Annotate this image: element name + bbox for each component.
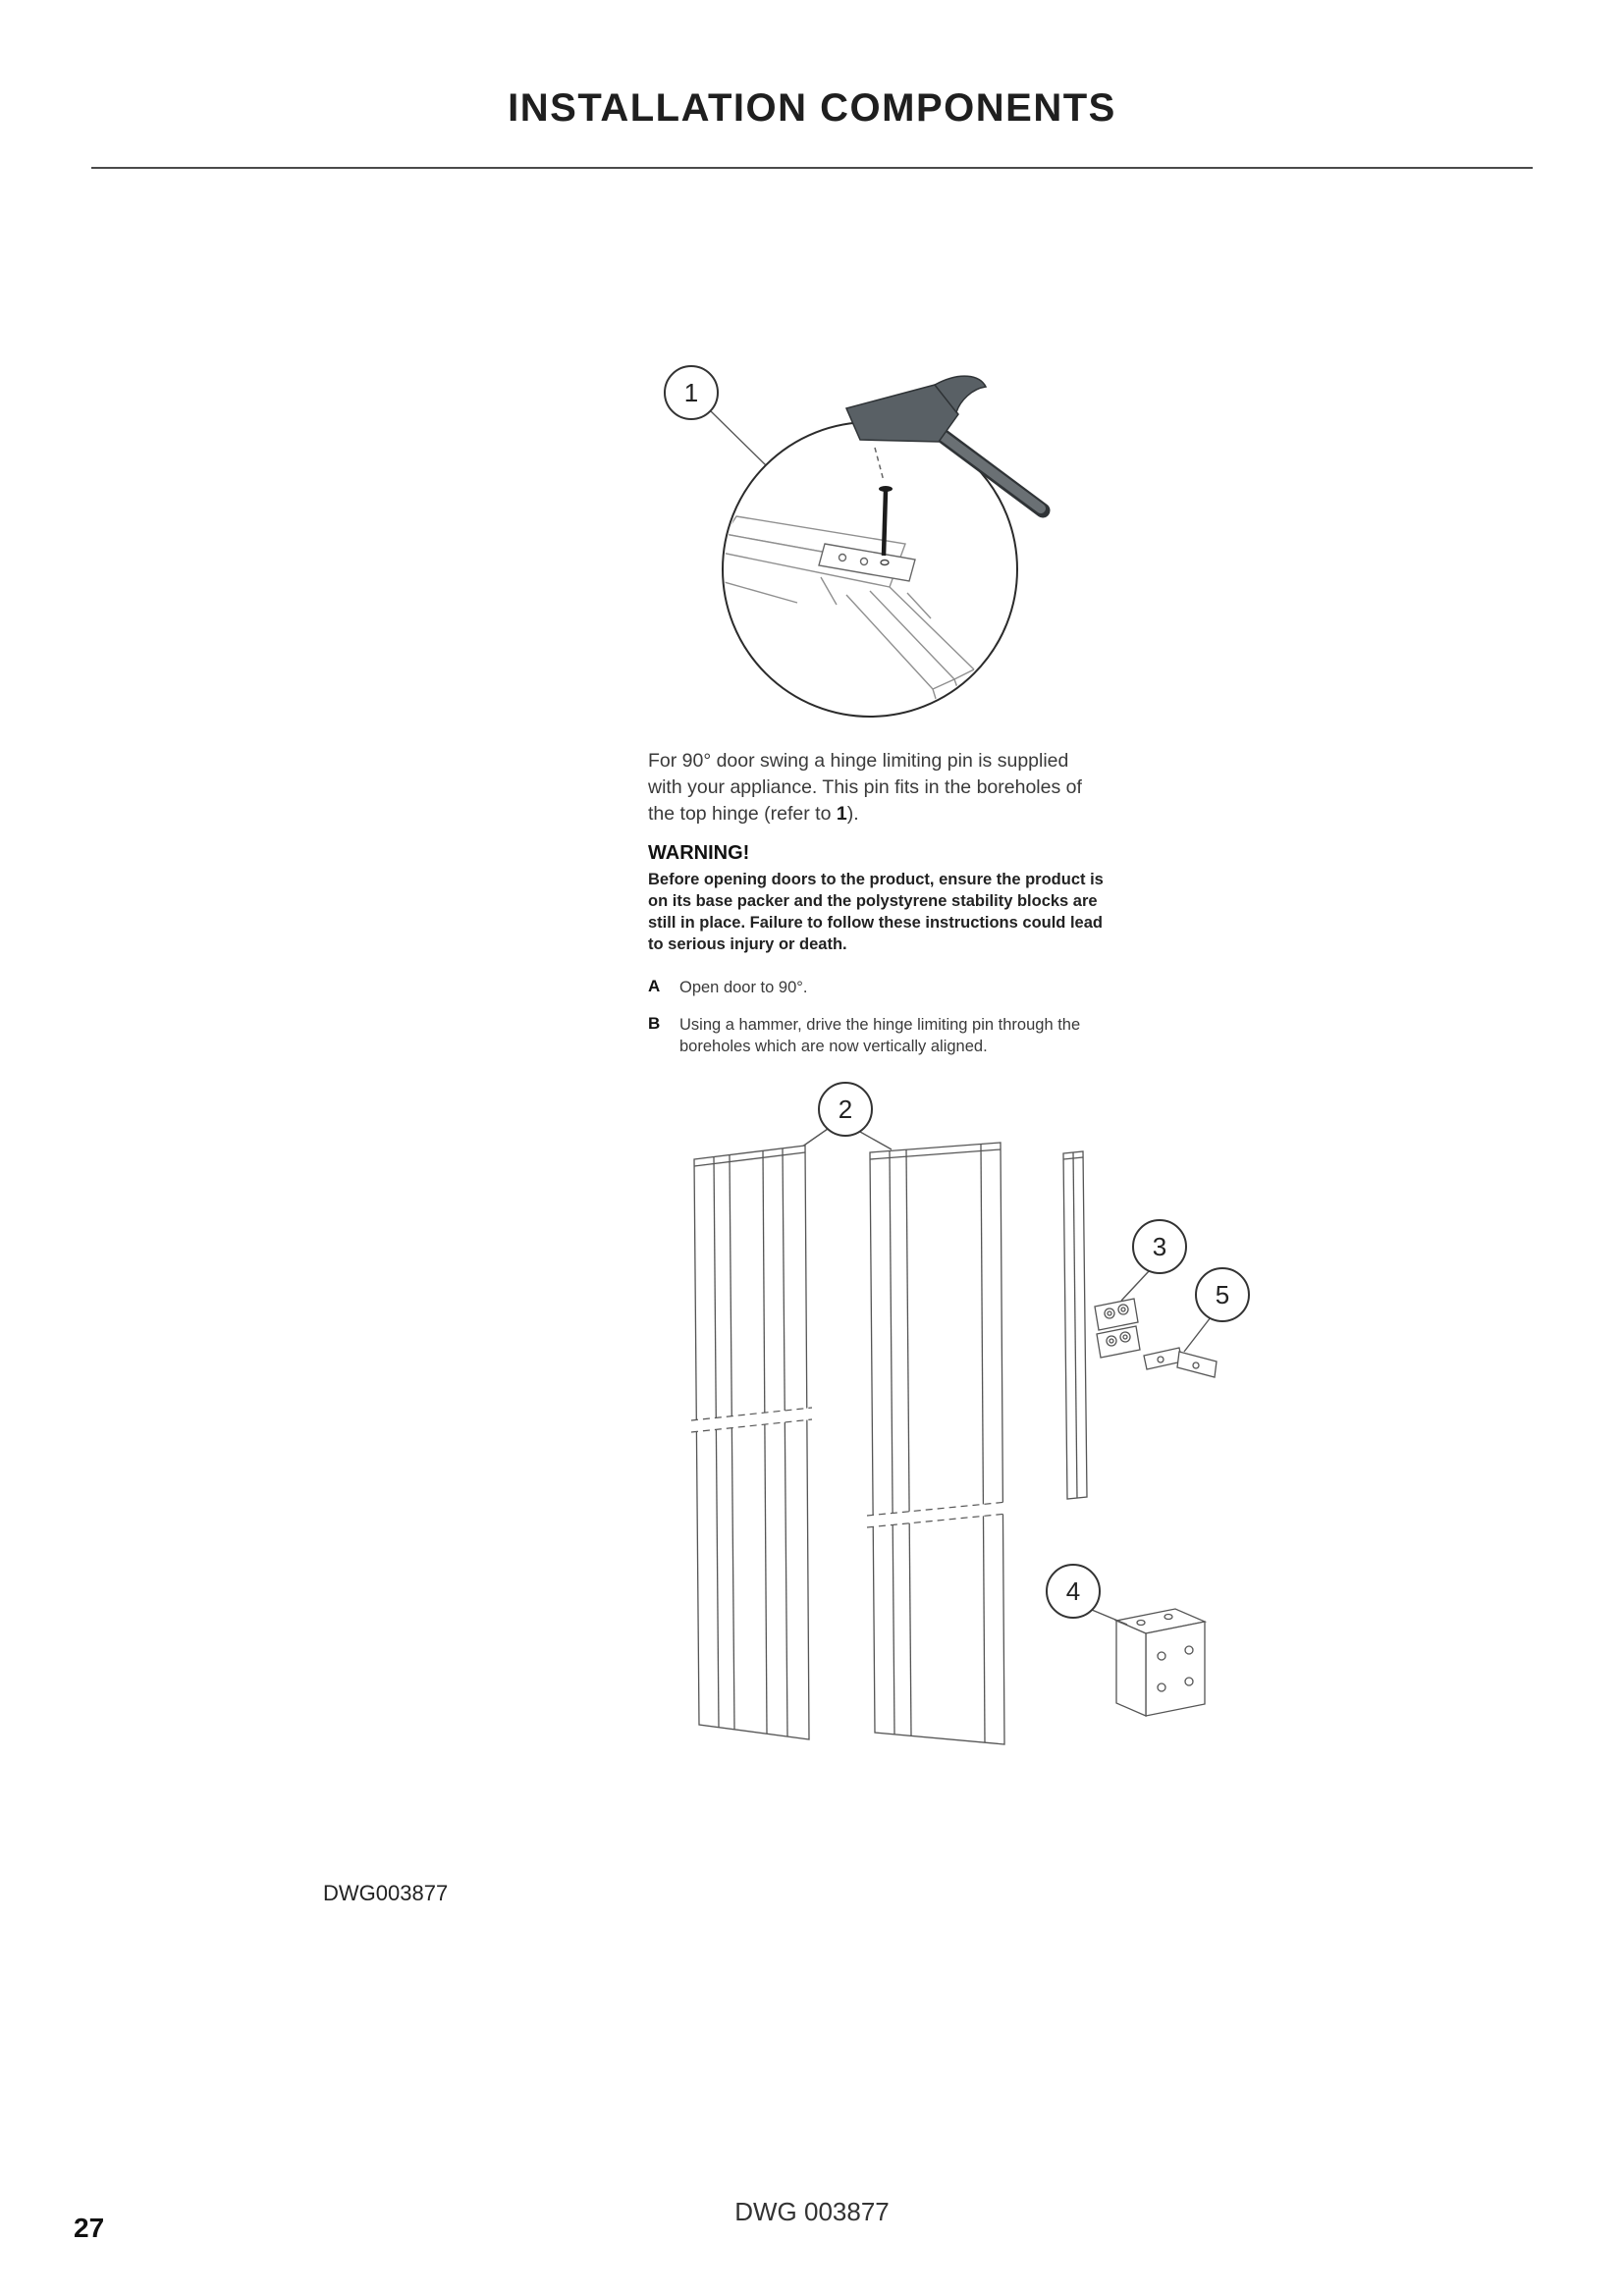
intro-text-end: ). [846,803,859,825]
step-a-letter: A [648,977,661,995]
step-list [648,977,1105,1057]
step-b-text: Using a hammer, drive the hinge limiting pin through the boreholes which are now vertically aligned. [679,1016,1081,1055]
drawing-number-side: DWG003877 [323,1881,449,1905]
trim-panel-right [870,1143,1004,1744]
callout-3-label: 3 [1152,1232,1167,1261]
side-strip [1063,1151,1087,1499]
step-a [648,977,1105,998]
callout-3 [1133,1220,1186,1273]
intro-paragraph [648,748,1105,828]
step-b-letter: B [648,1014,661,1033]
l-bracket [1116,1609,1205,1716]
callout-2-leader-right [860,1132,892,1149]
callout-1-leader [710,410,766,465]
page-title: INSTALLATION COMPONENTS [508,86,1116,130]
page-number: 27 [74,2213,105,2243]
callout-4-leader [1092,1610,1127,1625]
components-exploded-diagram [648,1075,1296,1782]
callout-2 [819,1083,872,1136]
flat-bracket [1144,1348,1217,1377]
callout-1 [665,366,718,419]
step-a-text: Open door to 90°. [679,979,808,996]
title-divider [91,167,1533,169]
warning-heading: WARNING! [648,842,750,864]
intro-callout-ref: 1 [836,803,847,825]
hinge-pin-illustration [589,324,1178,785]
callout-3-leader [1121,1271,1149,1301]
drawing-number-footer: DWG 003877 [734,2197,890,2226]
callout-1-label: 1 [683,378,699,407]
callout-5-leader [1184,1317,1211,1352]
callout-5-label: 5 [1215,1280,1230,1309]
callout-4 [1047,1565,1100,1618]
trim-panel-left [694,1146,809,1739]
callout-2-label: 2 [838,1095,853,1124]
intro-text: For 90° door swing a hinge limiting pin is supplied with your appliance. This pin fits in the boreholes of the top hinge (refer to [648,750,1082,825]
callout-5 [1196,1268,1249,1321]
hinge-blocks [1095,1299,1140,1358]
warning-body: Before opening doors to the product, ensure the product is on its base packer and the polystyrene stability blocks are still in place. Failure to follow these instructions could lead to serious injury or death. [648,871,1104,953]
instruction-text-column [648,748,1105,1057]
callout-4-label: 4 [1065,1576,1081,1606]
step-b [648,1014,1105,1057]
